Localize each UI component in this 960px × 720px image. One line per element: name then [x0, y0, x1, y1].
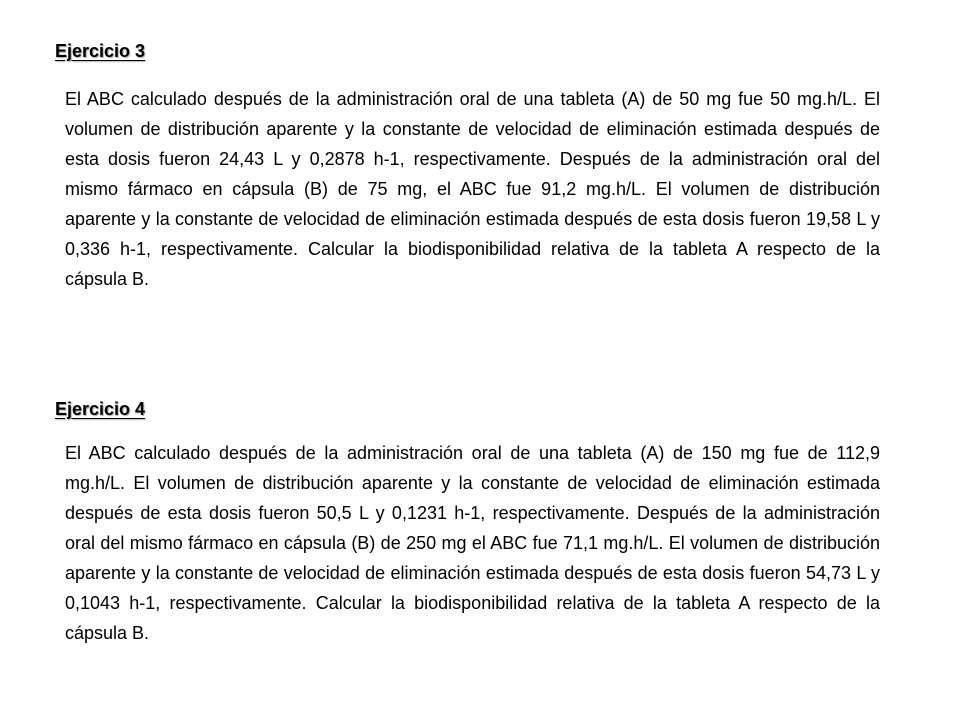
exercise-4-text: El ABC calculado después de la administración oral de una tableta (A) de 150 mg fue de 112,9 mg.h/L. El volumen de distribución aparente y la constante de velocidad de eliminación estimada después de esta dosis fueron 50,5 L y 0,1231 h-1, respectivamente. Después de la administración oral del mismo fármaco en cápsula (B) de 250 mg el ABC fue 71,1 mg.h/L. El volumen de distribución aparente y la constante de velocidad de eliminación estimada después de esta dosis fueron 54,73 L y 0,1043 h-1, respectivamente. Calcular la biodisponibilidad relativa de la tableta A respecto de la cápsula B.: [65, 443, 880, 643]
exercise-4-title: Ejercicio 4: [55, 399, 146, 419]
exercise-3-title: Ejercicio 3: [55, 41, 146, 61]
exercise-3-text: El ABC calculado después de la administración oral de una tableta (A) de 50 mg fue 50 mg.h/L. El volumen de distribución aparente y la constante de velocidad de eliminación estimada después de esta dosis fueron 24,43 L y 0,2878 h-1, respectivamente. Después de la administración oral del mismo fármaco en cápsula (B) de 75 mg, el ABC fue 91,2 mg.h/L. El volumen de distribución aparente y la constante de velocidad de eliminación estimada después de esta dosis fueron 19,58 L y 0,336 h-1, respectivamente. Calcular la biodisponibilidad relativa de la tableta A respecto de la cápsula B.: [65, 89, 880, 289]
